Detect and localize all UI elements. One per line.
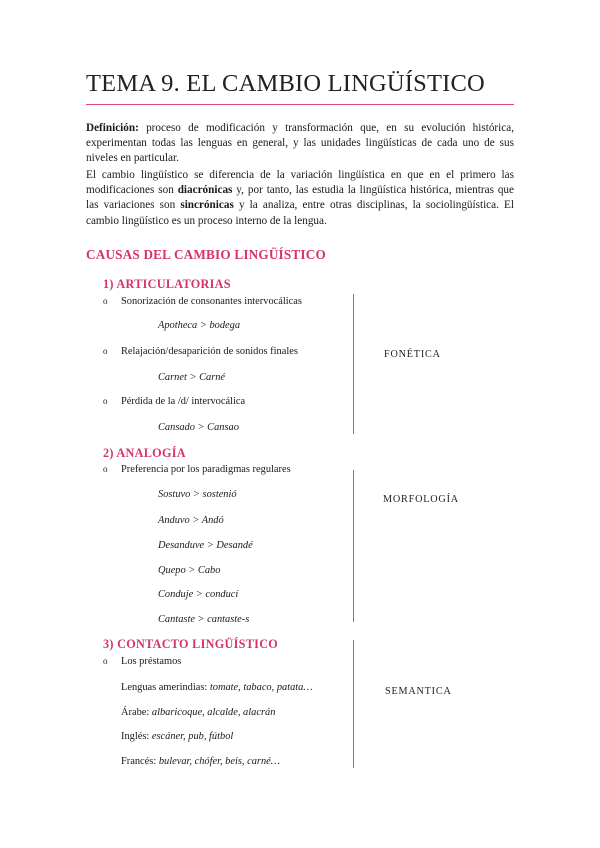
bracket-line: [353, 640, 354, 768]
title-underline: [86, 104, 514, 105]
loan-row: [121, 707, 275, 718]
loan-words: escáner, pub, fútbol: [151, 731, 234, 742]
bullet-icon: o: [103, 464, 108, 474]
definition-text: proceso de modificación y transformación que, en su evolución histórica, experimentan todas las lenguas en general, y las unidades lingüísticas de cada uno de sus niveles en particular.: [86, 122, 514, 165]
loan-row: [121, 682, 313, 693]
bullet-icon: o: [103, 396, 108, 406]
label-morfologia: MORFOLOGÍA: [383, 494, 459, 505]
difference-paragraph: [86, 168, 514, 229]
definition-paragraph: [86, 121, 514, 167]
example: Quepo > Cabo: [158, 565, 221, 576]
example: Conduje > conducí: [158, 589, 239, 600]
example: Carnet > Carné: [158, 372, 226, 383]
para2-text-e: y la analiza, entre otras disciplinas, la sociolingüística. El cambio lingüístico es un proceso interno de la lengua.: [86, 199, 514, 227]
para2-text-a: El cambio lingüístico se diferencia de la variación lingüística en que en el primero las modificaciones son: [86, 169, 514, 197]
example: Desanduve > Desandé: [158, 540, 253, 551]
loan-row: [121, 756, 280, 767]
loan-language: Árabe:: [121, 707, 152, 718]
bracket-line: [353, 470, 354, 622]
list-item-text: Los préstamos: [121, 656, 182, 667]
example: Anduvo > Andó: [158, 515, 224, 526]
loan-language: Lenguas amerindias:: [121, 682, 210, 693]
definition-label: Definición:: [86, 122, 139, 134]
loan-words: bulevar, chófer, beis, carné…: [158, 756, 281, 767]
list-item: [103, 464, 291, 475]
loan-words: albaricoque, alcalde, alacrán: [151, 707, 276, 718]
loan-words: tomate, tabaco, patata…: [209, 682, 313, 693]
term-diacronicas: diacrónicas: [177, 184, 233, 197]
example: Sostuvo > sostenió: [158, 489, 237, 500]
list-item-text: Preferencia por los paradigmas regulares: [121, 464, 291, 475]
loan-language: Inglés:: [121, 731, 152, 742]
loan-row: [121, 731, 233, 742]
term-sincronicas: sincrónicas: [180, 199, 234, 212]
list-item-text: Pérdida de la /d/ intervocálica: [121, 396, 246, 407]
label-semantica: SEMANTICA: [385, 686, 452, 697]
example: Cantaste > cantaste-s: [158, 614, 250, 625]
list-item: [103, 296, 302, 307]
list-item-text: Sonorización de consonantes intervocálicas: [121, 296, 302, 307]
list-item: [103, 396, 245, 407]
bullet-icon: o: [103, 296, 108, 306]
example: Cansado > Cansao: [158, 422, 239, 433]
list-item: [103, 346, 298, 357]
list-item-text: Relajación/desaparición de sonidos finales: [121, 346, 298, 357]
para2-text-c: y, por tanto, las estudia la lingüística histórica, mientras que las variaciones son: [86, 184, 514, 212]
causes-heading: CAUSAS DEL CAMBIO LINGÜÍSTICO: [86, 247, 326, 262]
example: Apotheca > bodega: [158, 320, 241, 331]
heading-analogia: 2) ANALOGÍA: [103, 446, 186, 460]
bracket-line: [353, 294, 354, 434]
heading-contacto: 3) CONTACTO LINGÜÍSTICO: [103, 637, 279, 651]
label-fonetica: FONÉTICA: [384, 349, 441, 360]
bullet-icon: o: [103, 346, 108, 356]
bullet-icon: o: [103, 656, 108, 666]
heading-articulatorias: 1) ARTICULATORIAS: [103, 277, 231, 291]
page-title: TEMA 9. EL CAMBIO LINGÜÍSTICO: [86, 70, 485, 97]
loan-language: Francés:: [121, 756, 159, 767]
list-item: [103, 656, 181, 667]
